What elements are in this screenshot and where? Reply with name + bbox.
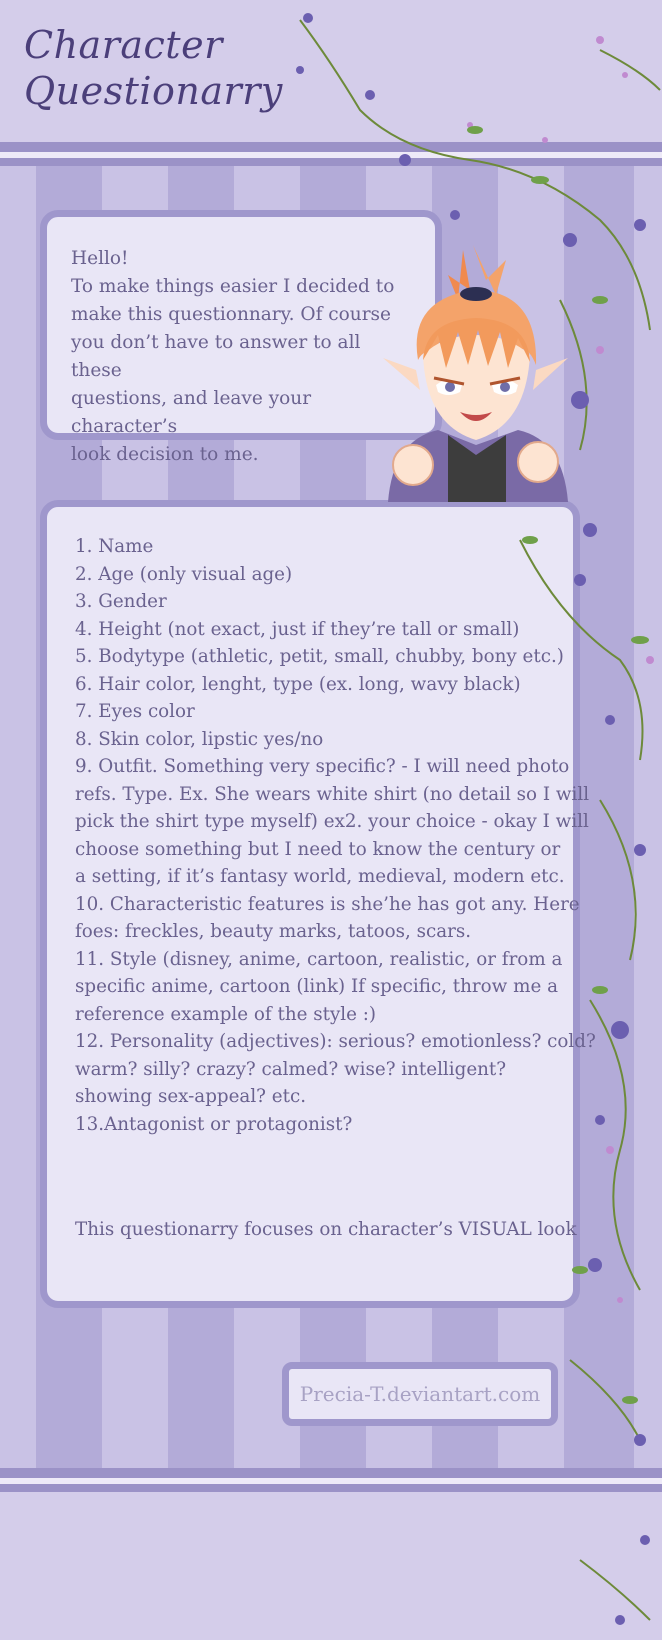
question-line: reference example of the style :) (75, 1003, 377, 1025)
question-line: choose something but I need to know the century or (75, 838, 561, 860)
footer-band (0, 1468, 662, 1478)
credit-link[interactable] (282, 1362, 558, 1426)
question-line: 3. Gender (75, 591, 167, 612)
intro-line: To make things easier I decided to (71, 276, 395, 297)
title-line-2: Questionarry (24, 69, 283, 113)
question-line: 10. Characteristic features is she’he has got any. Here (75, 893, 580, 915)
question-line: 2. Age (only visual age) (75, 563, 293, 585)
question-line: 13.Antagonist or protagonist? (75, 1113, 353, 1135)
question-line: 9. Outfit. Something very specific? - I will need photo (75, 756, 570, 777)
question-line: 4. Height (not exact, just if they’re tall or small) (75, 618, 520, 640)
page-title (24, 22, 283, 114)
intro-greeting: Hello! (71, 248, 129, 269)
footer-note: This questionarry focuses on character’s VISUAL look (75, 1219, 577, 1240)
question-line: showing sex-appeal? etc. (75, 1086, 307, 1107)
question-line: 12. Personality (adjectives): serious? emotionless? cold? (75, 1031, 596, 1052)
question-line: 8. Skin color, lipstic yes/no (75, 728, 324, 750)
questions-box (40, 500, 596, 1308)
intro-line: make this questionnary. Of course (71, 304, 391, 325)
question-line: warm? silly? crazy? calmed? wise? intelligent? (75, 1058, 507, 1080)
question-line: refs. Type. Ex. She wears white shirt (no detail so I will (75, 783, 590, 805)
footer-band (0, 1484, 662, 1492)
question-line: 11. Style (disney, anime, cartoon, realistic, or from a (75, 948, 563, 970)
header-band (0, 142, 662, 152)
anime-character-orange-hair-icon (378, 240, 578, 502)
question-line: 7. Eyes color (75, 701, 195, 722)
question-line: foes: freckles, beauty marks, tatoos, scars. (75, 921, 472, 942)
question-line: pick the shirt type myself) ex2. your choice - okay I will (75, 811, 589, 832)
question-line: 1. Name (75, 536, 154, 557)
credit-text: Precia-T.deviantart.com (299, 1382, 541, 1406)
question-line: 6. Hair color, lenght, type (ex. long, wavy black) (75, 673, 521, 695)
header-band (0, 158, 662, 166)
intro-line: questions, and leave your character’s (71, 388, 312, 437)
question-line: specific anime, cartoon (link) If specific, throw me a (75, 976, 558, 997)
intro-line: look decision to me. (71, 444, 259, 465)
question-line: 5. Bodytype (athletic, petit, small, chubby, bony etc.) (75, 646, 564, 667)
title-line-1: Character (24, 23, 223, 67)
intro-line: you don’t have to answer to all these (71, 332, 361, 381)
question-line: a setting, if it’s fantasy world, medieval, modern etc. (75, 866, 565, 887)
